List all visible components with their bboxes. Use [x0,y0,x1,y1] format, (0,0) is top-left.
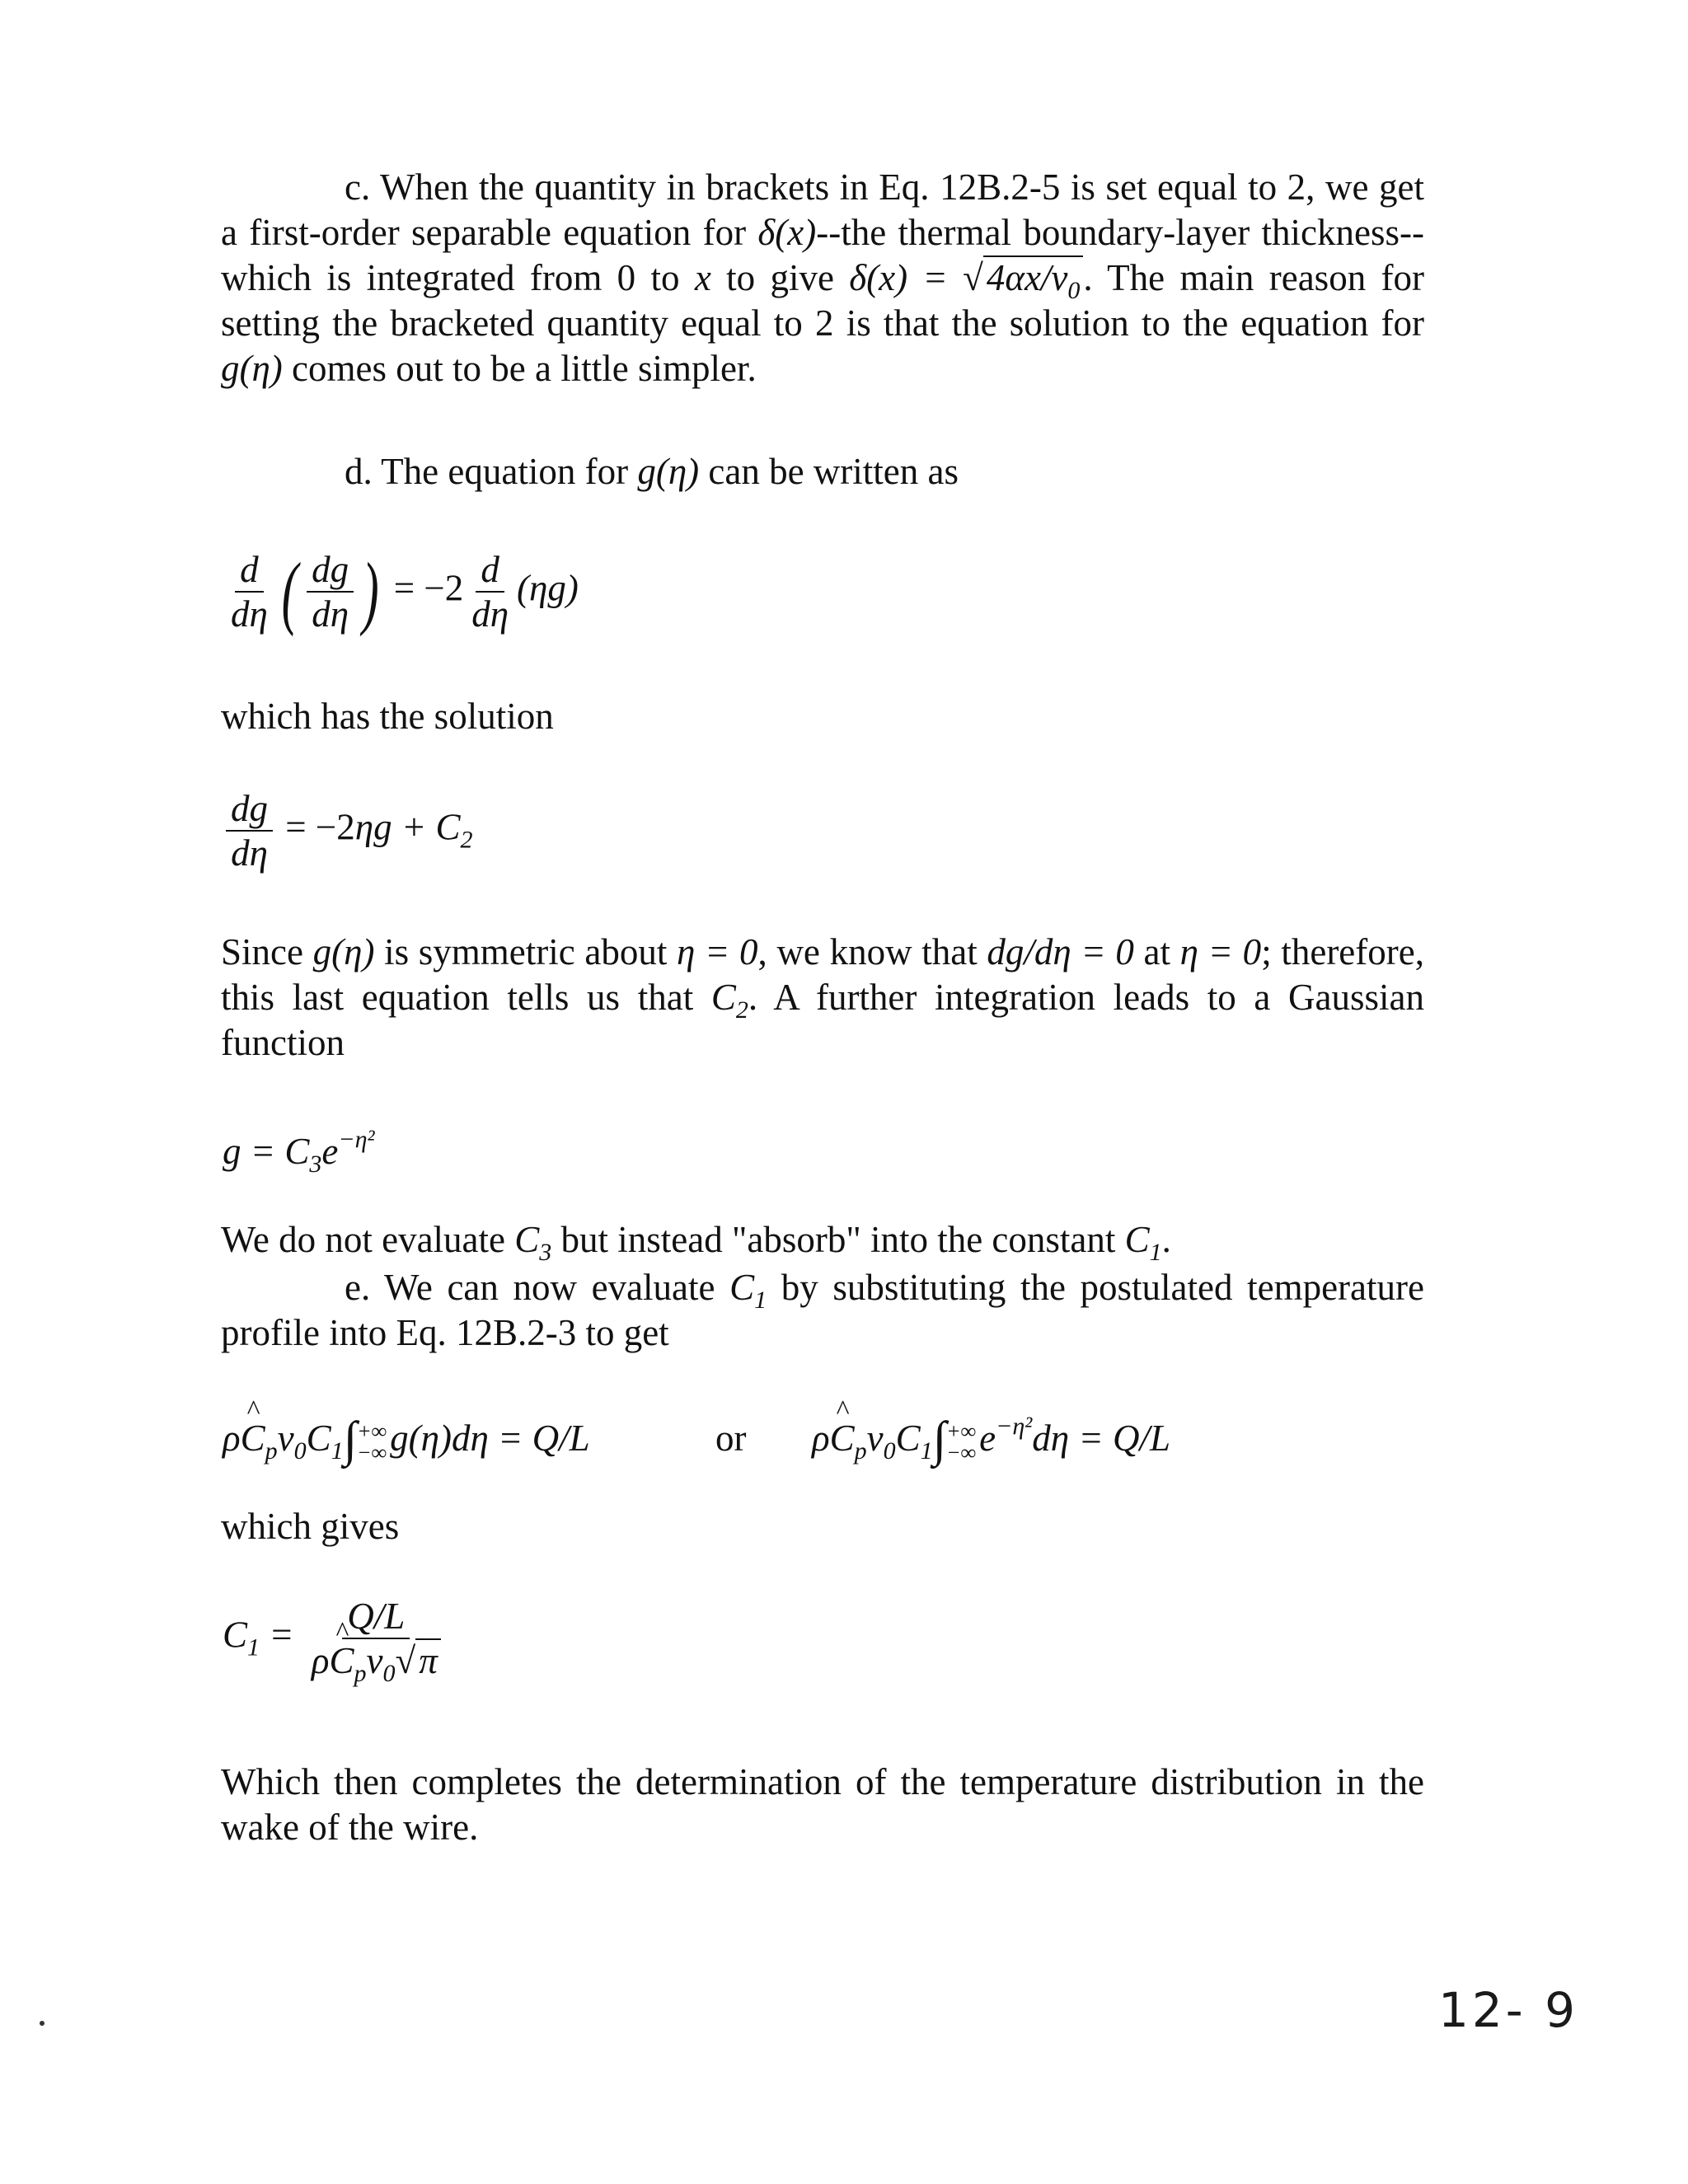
text: --the thermal boundary-layer thickness--which is integrated from 0 to [221,212,1424,298]
math: η = 0 [677,931,758,972]
text: . The main reason for setting the bracketed quantity equal to 2 is that the solution to the equation for [221,257,1424,344]
math-g-eta: g(η) [637,451,700,492]
math-g-eta: g(η) [221,348,283,389]
math: $C_1$ [1124,1219,1162,1266]
text: . A further integration leads to a Gaussian function [221,977,1424,1063]
paragraph-c [221,165,1424,391]
equation-gaussian: $g = C_3e^{-\eta^2}$ [223,1126,375,1178]
text: comes out to be a little simpler. [282,348,757,389]
math: dg/dη = 0 [987,931,1134,972]
text: to give [710,257,850,298]
math: $C_1$ [729,1267,767,1314]
text: d. The equation for [345,451,638,492]
text: c. When the quantity in brackets in Eq. 12B.2-5 is set equal to 2, we get a first-order separable equation for [221,166,1424,253]
math-delta-solution: $\delta(x) = √4\alpha x/v_0$ [849,255,1083,298]
scan-dot [40,2021,45,2026]
math-x: x [694,257,711,298]
text: e. We can now evaluate [345,1267,730,1308]
paragraph-absorb [221,1217,1424,1266]
math: η = 0 [1179,931,1262,972]
text: , we know that [757,931,987,972]
math: g(η) [312,931,375,972]
closing-paragraph: Which then completes the determination of the temperature distribution in the wake of the wire. [221,1761,1424,1848]
text: Since [221,931,313,972]
or-label: or [715,1418,747,1459]
text: by substituting the postulated temperature profile into Eq. 12B.2-3 to get [221,1267,1424,1353]
text: ; therefore, this last equation tells us that [221,931,1424,1018]
equation-ode: $\frac{d}{d\eta}$ ( $\frac{dg}{d\eta}$ ) = −2 $\frac{d}{d\eta}$ (ηg) [231,546,579,637]
paragraph-e [221,1265,1424,1356]
equation-integral-right: ρ^ $C_pv_0C_1\int$ +∞ −∞ $e^{-\eta^2}d\eta = Q/L$ [812,1416,1170,1464]
text: can be written as [699,451,959,492]
equation-c1: $C_1$ = $\frac{Q/L}{\rho\^{} C_pv_0√\pi}$ [223,1595,449,1682]
text: at [1133,931,1180,972]
paragraph-d [221,449,1424,494]
page-number: 12- 9 [1438,1982,1579,2038]
text: but instead "absorb" into the constant [551,1219,1125,1260]
math: $C_2$ [710,977,748,1024]
math: $C_3$ [514,1219,552,1266]
equation-first-integral: $\frac{dg}{d\eta}$ = $-2\eta g + C_2$ [223,787,472,874]
which-has-solution: which has the solution [221,696,554,737]
text: We do not evaluate [221,1219,515,1260]
equation-integral-left: ρ^ $C_pv_0C_1\int$ +∞ −∞ g(η)dη = Q/L [223,1416,590,1464]
math-delta-x: δ(x) [757,212,817,253]
text: . [1161,1219,1171,1260]
which-gives: which gives [221,1506,400,1547]
text: is symmetric about [374,931,678,972]
paragraph-symmetry [221,930,1424,1066]
